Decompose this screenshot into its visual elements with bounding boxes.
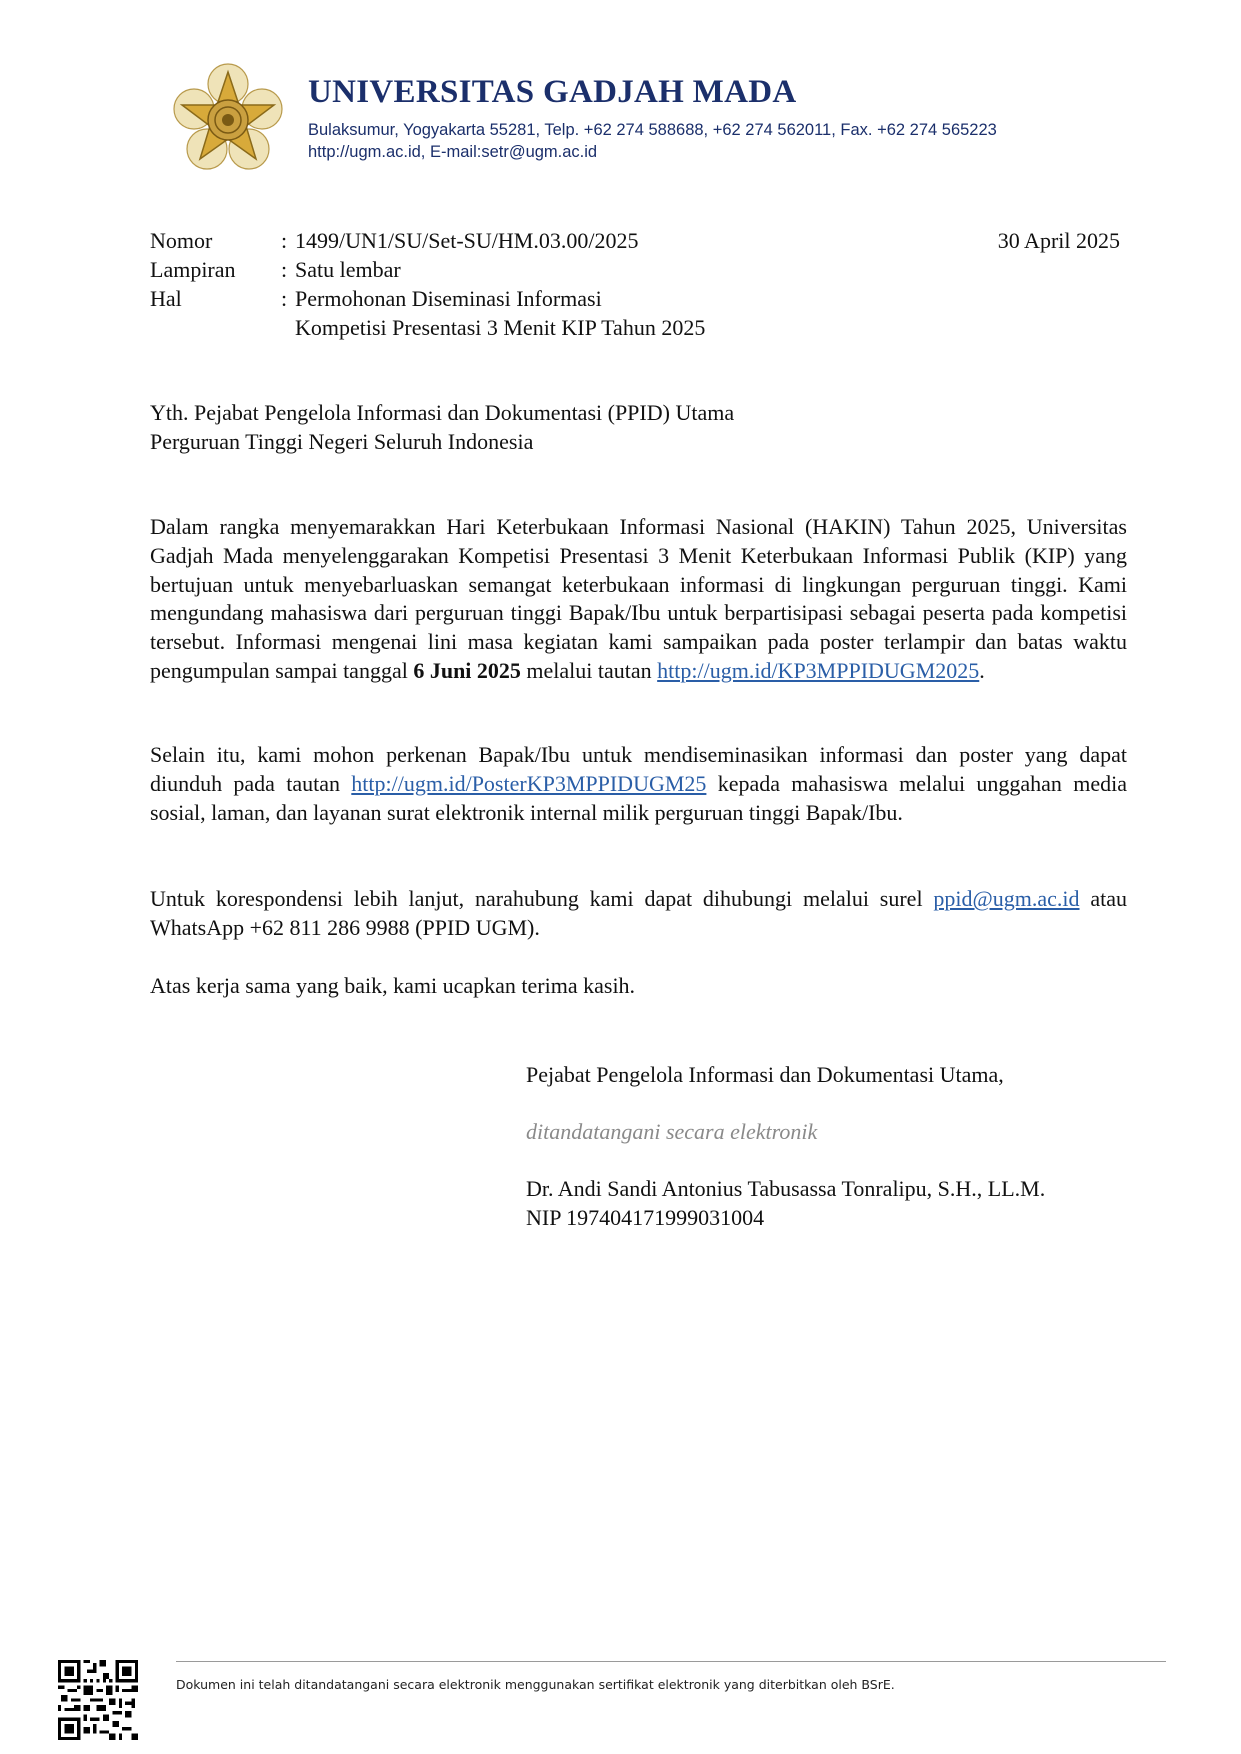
hal-label: Hal <box>150 286 182 311</box>
paragraph-dissemination <box>150 741 1127 827</box>
colon: : <box>281 286 288 311</box>
nomor-label: Nomor <box>150 228 213 253</box>
paragraph-contact <box>150 885 1127 943</box>
contact-line: http://ugm.ac.id, E-mail:setr@ugm.ac.id <box>308 143 598 161</box>
address-line: Bulaksumur, Yogyakarta 55281, Telp. +62 274 588688, +62 274 562011, Fax. +62 274 565223 <box>308 121 997 139</box>
paragraph-intro <box>150 513 1127 686</box>
paragraph-text: Dalam rangka menyemarakkan Hari Keterbukaan Informasi Nasional (HAKIN) Tahun 2025, Universitas Gadjah Mada menyelenggarakan Kompetisi Presentasi 3 Menit Keterbukaan Informasi Publik (KIP) yang bertujuan untuk menyebarluaskan semangat keterbukaan informasi di lingkungan perguruan tinggi. Kami mengundang mahasiswa dari perguruan tinggi Bapak/Ibu untuk berpartisipasi sebagai peserta pada kompetisi tersebut. Informasi mengenai lini masa kegiatan kami sampaikan pada poster terlampir dan batas waktu pengumpulan sampai tanggal <box>150 514 1127 683</box>
colon: : <box>281 228 288 253</box>
signatory-nip: NIP 197404171999031004 <box>526 1205 765 1230</box>
meta-row-nomor <box>150 226 1120 255</box>
signatory-name: Dr. Andi Sandi Antonius Tabusassa Tonralipu, S.H., LL.M. <box>526 1176 1046 1201</box>
paragraph-text: melalui tautan <box>520 657 658 683</box>
paragraph-closing: Atas kerja sama yang baik, kami ucapkan terima kasih. <box>150 973 636 998</box>
hal-value: Permohonan Diseminasi Informasi <box>295 286 602 311</box>
paragraph-text: Untuk korespondensi lebih lanjut, narahubung kami dapat dihubungi melalui surel <box>150 886 934 911</box>
paragraph-text: Selain itu, kami mohon perkenan Bapak/Ibu untuk mendiseminasikan informasi dan poster yang dapat diunduh pada tautan <box>150 742 1127 796</box>
university-name: UNIVERSITAS GADJAH MADA <box>308 74 797 110</box>
deadline-date: 6 Juni 2025 <box>413 657 521 683</box>
ugm-logo-icon <box>170 62 286 178</box>
recipient-line: Yth. Pejabat Pengelola Informasi dan Dokumentasi (PPID) Utama <box>150 400 735 425</box>
footer-note: Dokumen ini telah ditandatangani secara elektronik menggunakan sertifikat elektronik yang diterbitkan oleh BSrE. <box>176 1677 895 1692</box>
paragraph-text: atau WhatsApp +62 811 286 9988 (PPID UGM). <box>150 886 1127 940</box>
meta-row-hal-cont <box>150 313 1120 342</box>
electronic-signature-note: ditandatangani secara elektronik <box>526 1119 818 1144</box>
footer-divider <box>176 1661 1166 1662</box>
signatory-title: Pejabat Pengelola Informasi dan Dokumentasi Utama, <box>526 1062 1004 1087</box>
qr-code-icon <box>58 1660 138 1740</box>
nomor-value: 1499/UN1/SU/Set-SU/HM.03.00/2025 <box>295 228 639 253</box>
hal-value-cont: Kompetisi Presentasi 3 Menit KIP Tahun 2025 <box>295 315 706 340</box>
paragraph-text: . <box>979 657 985 683</box>
letter-date: 30 April 2025 <box>997 228 1120 253</box>
recipient-line: Perguruan Tinggi Negeri Seluruh Indonesia <box>150 429 534 454</box>
paragraph-text: kepada mahasiswa melalui unggahan media sosial, laman, dan layanan surat elektronik internal milik perguruan tinggi Bapak/Ibu. <box>150 770 1127 825</box>
lampiran-value: Satu lembar <box>295 257 401 282</box>
meta-row-hal <box>150 284 1120 313</box>
registration-link[interactable]: http://ugm.id/KP3MPPIDUGM2025 <box>657 657 980 683</box>
lampiran-label: Lampiran <box>150 257 236 282</box>
meta-row-lampiran <box>150 255 1120 284</box>
letter-meta <box>150 226 1120 342</box>
recipient-block <box>150 398 734 456</box>
poster-link[interactable]: http://ugm.id/PosterKP3MPPIDUGM25 <box>351 770 707 796</box>
email-link[interactable]: ppid@ugm.ac.id <box>933 886 1080 911</box>
colon: : <box>281 257 288 282</box>
